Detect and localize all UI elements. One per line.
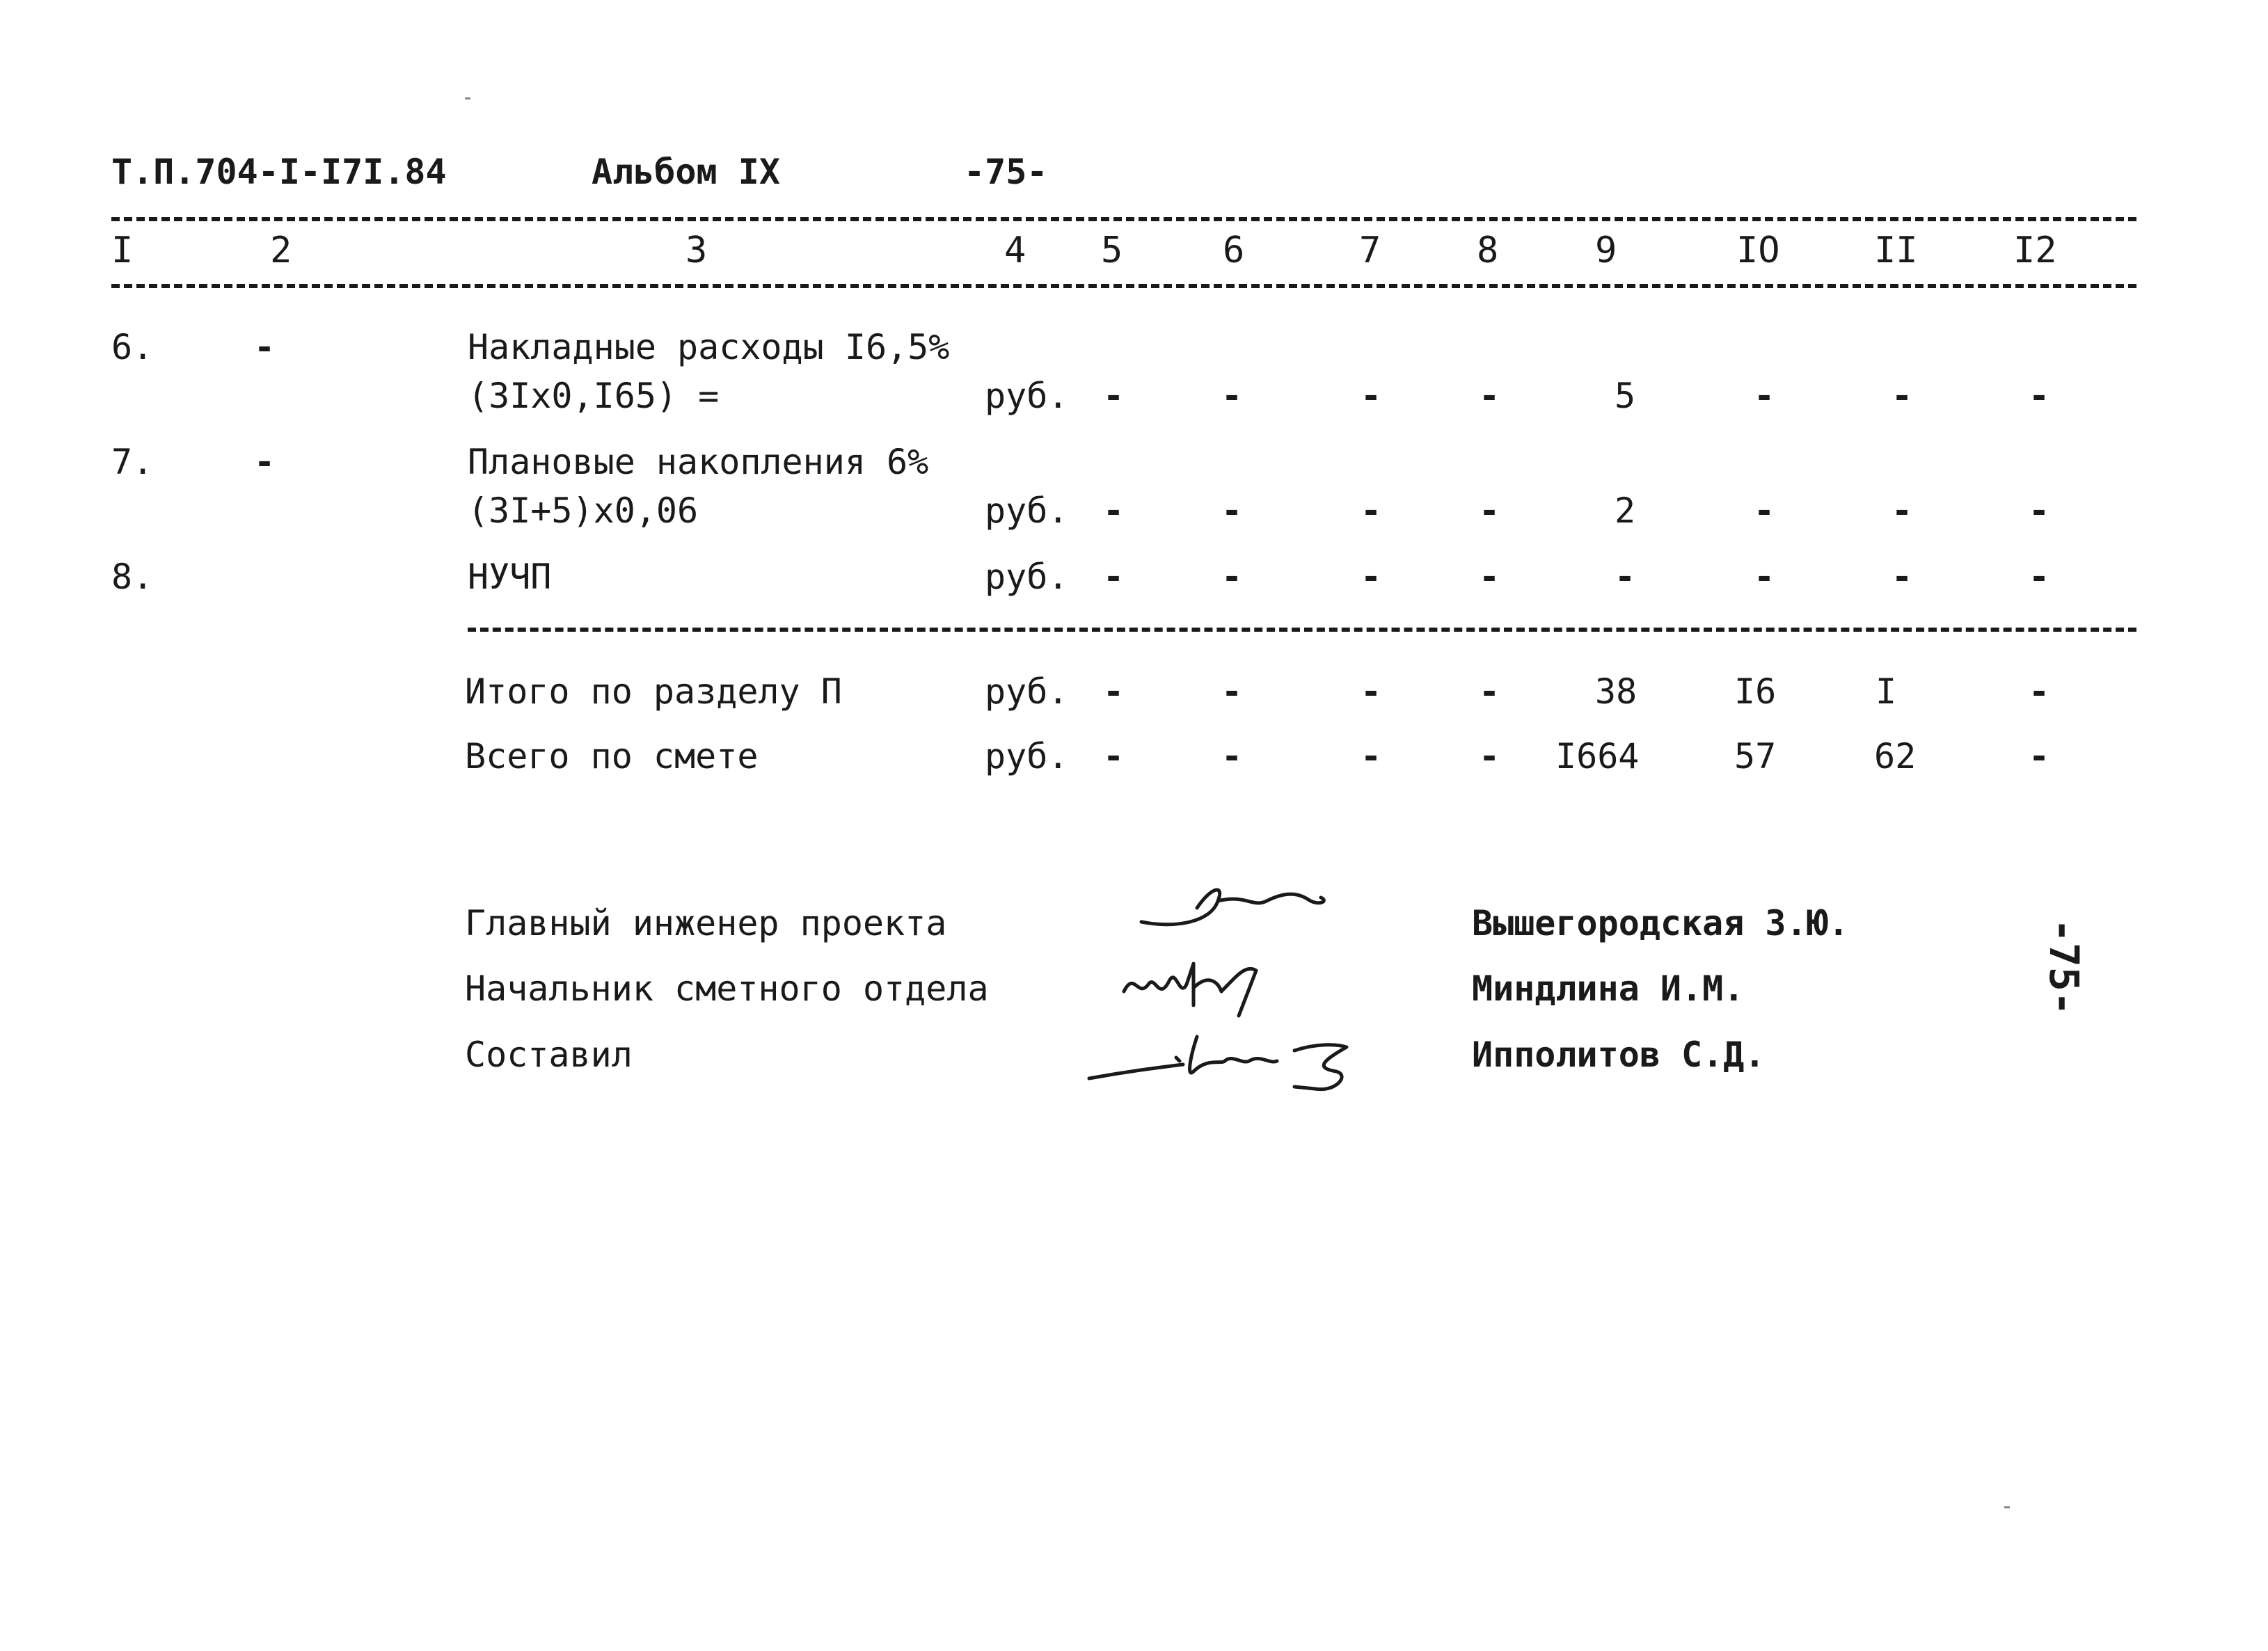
- column-header: 6: [1223, 230, 1245, 271]
- row-number: 8.: [111, 557, 154, 597]
- column-header: 8: [1477, 230, 1499, 271]
- column-header: II: [1874, 230, 1918, 271]
- row-value: -: [1103, 557, 1125, 597]
- column-header: 7: [1359, 230, 1381, 271]
- total-unit: руб.: [985, 671, 1069, 712]
- row-value: -: [1361, 557, 1382, 597]
- row-value: -: [1221, 557, 1243, 597]
- signature-role: Составил: [465, 1035, 633, 1075]
- row-value: -: [2029, 490, 2050, 531]
- document-code: Т.П.704-I-I7I.84: [111, 152, 447, 192]
- row-value: -: [1103, 376, 1125, 416]
- grand-total-value: -: [1103, 736, 1125, 776]
- row-value: -: [1754, 376, 1775, 416]
- scan-speck: [2004, 1506, 2010, 1508]
- column-header: I2: [2013, 230, 2057, 271]
- row-value: -: [1479, 557, 1500, 597]
- row-unit: руб.: [985, 376, 1069, 416]
- row-value: -: [1892, 376, 1913, 416]
- grand-total-value: 62: [1874, 736, 1917, 776]
- column-header: 4: [1004, 230, 1026, 271]
- row-value: -: [2029, 557, 2050, 597]
- row-value: -: [1615, 557, 1636, 597]
- row-value: -: [1479, 490, 1500, 531]
- row-value: -: [1103, 490, 1125, 531]
- row-value: -: [1221, 376, 1243, 416]
- row-description: Накладные расходы I6,5%: [468, 327, 950, 367]
- handwritten-signature: [1117, 950, 1298, 1019]
- handwritten-signature: [1134, 880, 1343, 936]
- page-number: -75-: [964, 152, 1048, 192]
- row-unit: руб.: [985, 490, 1069, 531]
- total-value: 38: [1595, 671, 1637, 712]
- row-value: -: [1361, 490, 1382, 531]
- total-value: I: [1876, 671, 1897, 712]
- handwritten-signature: [1086, 1023, 1364, 1099]
- header-top-rule: [111, 217, 2136, 221]
- row-formula: (3Ix0,I65) =: [468, 376, 720, 416]
- row-value: 5: [1615, 376, 1636, 416]
- totals-rule: [468, 628, 2136, 632]
- row-unit: руб.: [985, 557, 1069, 597]
- total-value: -: [1361, 671, 1382, 712]
- total-value: -: [1221, 671, 1243, 712]
- signature-name: Ипполитов С.Д.: [1472, 1035, 1766, 1075]
- signature-name: Вышегородская З.Ю.: [1472, 903, 1849, 943]
- row-value: -: [1892, 557, 1913, 597]
- column-header: 9: [1595, 230, 1617, 271]
- column-header: 2: [270, 230, 292, 271]
- row-value: -: [1361, 376, 1382, 416]
- column-header: IO: [1736, 230, 1780, 271]
- grand-total-value: 57: [1734, 736, 1777, 776]
- row-value: -: [1221, 490, 1243, 531]
- row-description: Плановые накопления 6%: [468, 442, 929, 482]
- grand-total-value: -: [1479, 736, 1500, 776]
- row-number: 7.: [111, 442, 154, 482]
- grand-total-value: -: [1361, 736, 1382, 776]
- column-header: 5: [1101, 230, 1123, 271]
- total-value: -: [1103, 671, 1125, 712]
- total-value: I6: [1734, 671, 1777, 712]
- header-bottom-rule: [111, 284, 2136, 288]
- column-header: I: [111, 230, 134, 271]
- grand-total-value: -: [2029, 736, 2050, 776]
- row-value: -: [1892, 490, 1913, 531]
- total-value: -: [2029, 671, 2050, 712]
- total-value: -: [1479, 671, 1500, 712]
- signature-name: Миндлина И.М.: [1472, 968, 1745, 1009]
- scan-speck: [465, 97, 470, 99]
- signature-role: Начальник сметного отдела: [465, 968, 989, 1009]
- row-col2: -: [254, 327, 276, 367]
- signature-role: Главный инженер проекта: [465, 903, 947, 943]
- row-col2: -: [254, 442, 276, 482]
- total-label: Итого по разделу П: [465, 671, 842, 712]
- column-header: 3: [685, 230, 708, 271]
- row-value: -: [1754, 557, 1775, 597]
- row-formula: (3I+5)x0,06: [468, 490, 699, 531]
- album-label: Альбом IX: [592, 152, 780, 192]
- row-value: -: [2029, 376, 2050, 416]
- row-value: 2: [1615, 490, 1636, 531]
- side-page-number: -75-: [2040, 918, 2088, 1016]
- grand-total-label: Всего по смете: [465, 736, 759, 776]
- grand-total-value: I664: [1555, 736, 1640, 776]
- row-number: 6.: [111, 327, 154, 367]
- row-value: -: [1479, 376, 1500, 416]
- grand-total-value: -: [1221, 736, 1243, 776]
- row-value: -: [1754, 490, 1775, 531]
- row-description: НУЧП: [468, 557, 552, 597]
- grand-total-unit: руб.: [985, 736, 1069, 776]
